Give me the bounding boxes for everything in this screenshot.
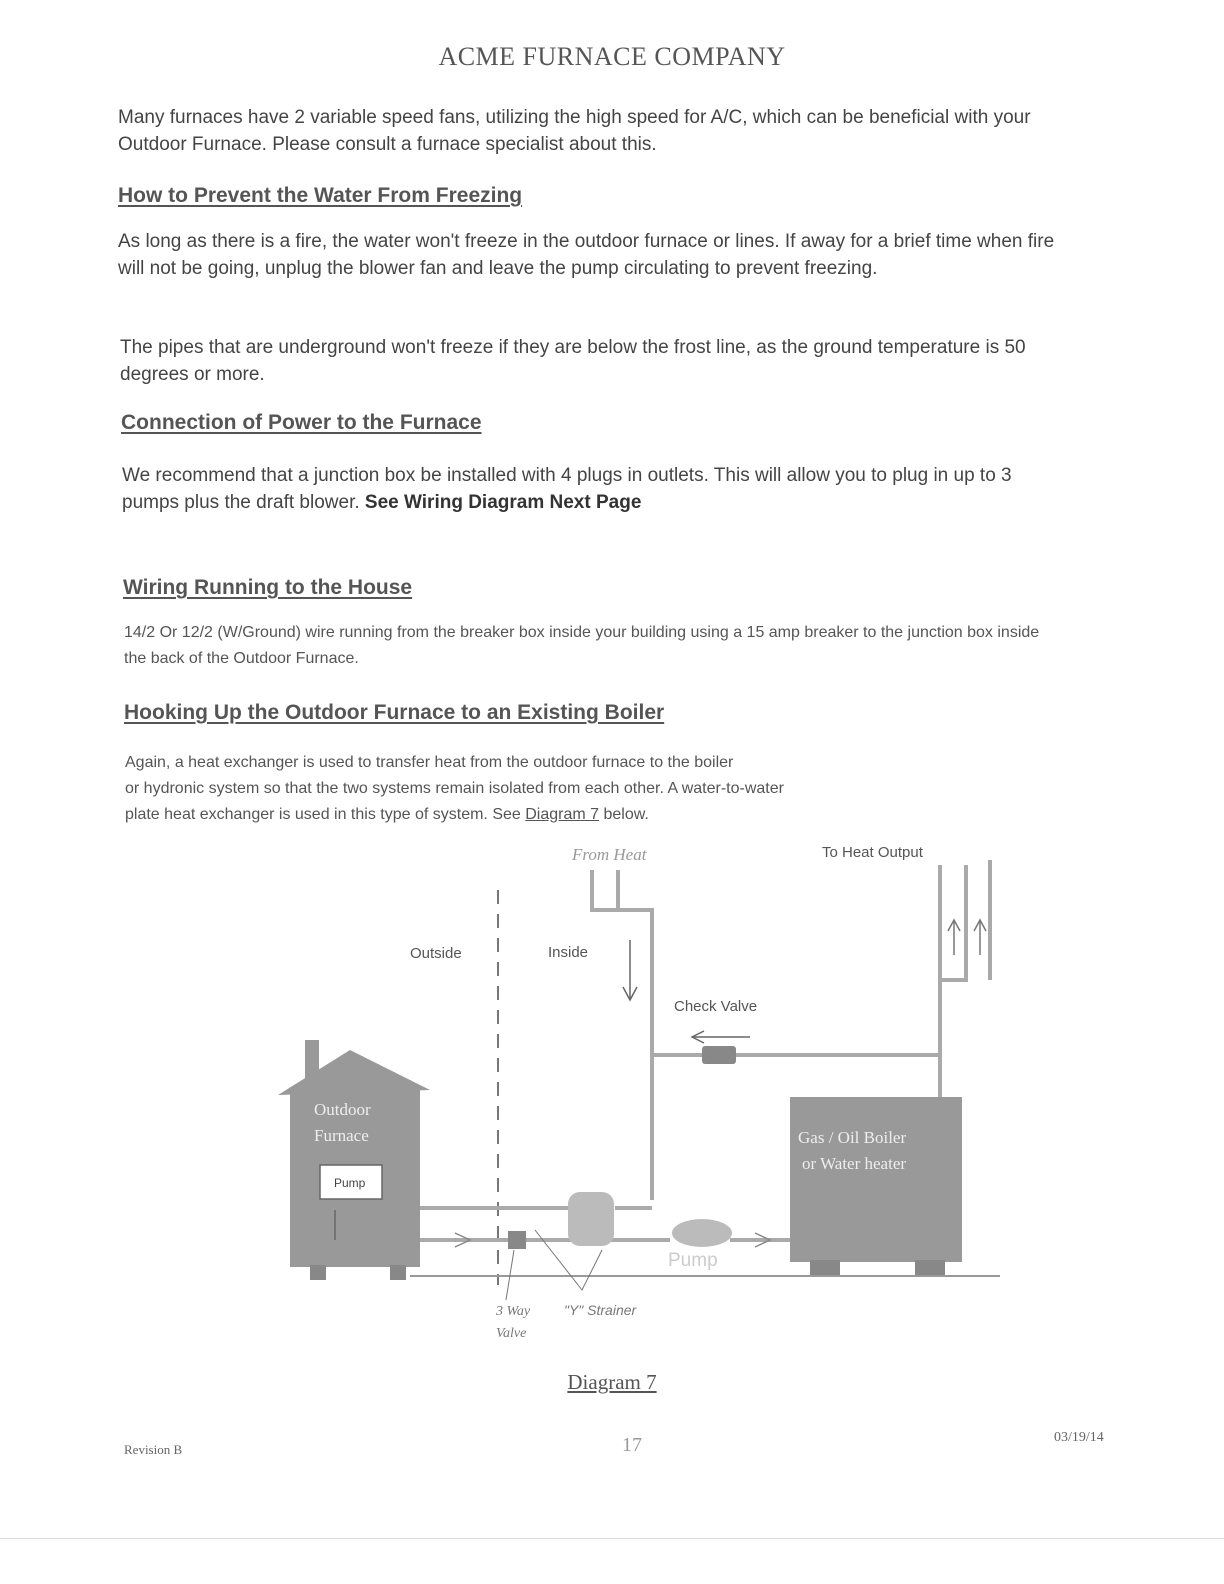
revision-date: 03/19/14 [1054, 1430, 1104, 1445]
pump-icon [672, 1219, 732, 1247]
outdoor-furnace-label-2: Furnace [314, 1126, 369, 1145]
freezing-paragraph-1: As long as there is a fire, the water won't freeze in the outdoor furnace or lines. If away for a brief time when fire will not be going, unplug the blower fan and leave the pump circulating to prevent freezing. [118, 231, 1055, 279]
wiring-diagram-note: See Wiring Diagram Next Page [364, 492, 642, 513]
outdoor-furnace-label-1: Outdoor [314, 1100, 371, 1119]
heading-freezing: How to Prevent the Water From Freezing [118, 184, 523, 207]
boiler-label-1: Gas / Oil Boiler [798, 1128, 907, 1147]
check-valve-icon [702, 1046, 736, 1064]
heat-exchanger [568, 1192, 614, 1246]
heading-power: Connection of Power to the Furnace [121, 411, 482, 434]
three-way-label-1: 3 Way [496, 1304, 531, 1319]
boiler-line-3b: below. [603, 806, 649, 823]
check-valve-label: Check Valve [674, 998, 758, 1015]
three-way-label-2: Valve [496, 1326, 527, 1341]
outside-label: Outside [410, 945, 462, 962]
diagram-caption: Diagram 7 [567, 1370, 657, 1394]
three-way-valve-icon [508, 1231, 526, 1249]
boiler-line-3a: plate heat exchanger is used in this type of system. See [125, 806, 521, 823]
diagram-7 [250, 835, 1030, 1355]
power-paragraph [122, 462, 1062, 516]
pump-label: Pump [668, 1250, 718, 1271]
page-bottom-edge [0, 1538, 1224, 1539]
heading-wiring: Wiring Running to the House [123, 576, 413, 599]
to-heat-output-label: To Heat Output [822, 844, 923, 861]
outdoor-furnace [278, 1040, 430, 1280]
boiler-line-3 [125, 802, 1025, 828]
intro-paragraph: Many furnaces have 2 variable speed fans, utilizing the high speed for A/C, which can be beneficial with your Outdoor Furnace. Please consult a furnace specialist about this. [118, 107, 1031, 155]
boiler [790, 1097, 962, 1275]
from-heat-pipe [592, 870, 652, 1200]
revision-label: Revision B [124, 1442, 183, 1457]
boiler-paragraph [125, 750, 1025, 828]
inside-label: Inside [548, 944, 589, 961]
wiring-paragraph: 14/2 Or 12/2 (W/Ground) wire running from the breaker box inside your building using a 15 amp breaker to the junction box inside the back of the Outdoor Furnace. [124, 624, 1040, 667]
heading-boiler: Hooking Up the Outdoor Furnace to an Existing Boiler [124, 701, 665, 724]
page-title: ACME FURNACE COMPANY [438, 42, 786, 71]
pump-box-label: Pump [334, 1176, 366, 1190]
boiler-label-2: or Water heater [802, 1154, 907, 1173]
from-heat-label: From Heat [572, 845, 647, 864]
power-paragraph-text: We recommend that a junction box be installed with 4 plugs in outlets. This will allow you to plug in up to 3 pumps plus the draft blower. [122, 465, 1012, 513]
freezing-paragraph-2: The pipes that are underground won't freeze if they are below the frost line, as the ground temperature is 50 degrees or more. [120, 337, 1026, 385]
page-number: 17 [622, 1434, 642, 1456]
diagram-7-reference: Diagram 7 [525, 806, 600, 823]
strainer-label: "Y" Strainer [564, 1302, 637, 1318]
boiler-line-1: Again, a heat exchanger is used to transfer heat from the outdoor furnace to the boiler [125, 754, 734, 771]
boiler-line-2: or hydronic system so that the two systems remain isolated from each other. A water-to-water [125, 780, 784, 797]
